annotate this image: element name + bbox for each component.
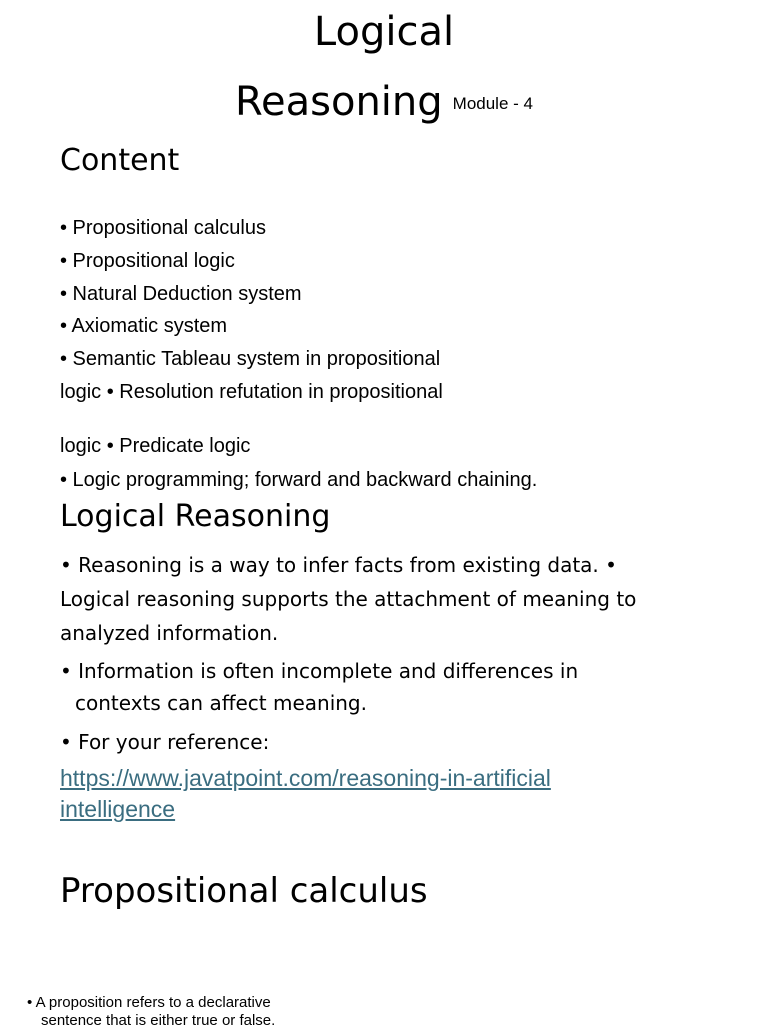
proposition-line-2: sentence that is either true or false. (41, 1012, 276, 1029)
content-item-semantic-tableau: • Semantic Tableau system in propositional (60, 348, 441, 370)
reference-link-line-2[interactable]: intelligence (60, 796, 176, 822)
reasoning-line-1: • Reasoning is a way to infer facts from existing data. • (60, 553, 617, 577)
content-item-logic-programming: • Logic programming; forward and backward chaining. (60, 469, 538, 491)
page-title-reasoning: Reasoning (235, 79, 443, 125)
page-title-text: Logical (313, 9, 455, 55)
content-item-natural-deduction: • Natural Deduction system (60, 283, 302, 305)
content-item-propositional-calculus: • Propositional calculus (60, 217, 266, 239)
content-item-resolution-refutation: logic • Resolution refutation in propositional (60, 381, 443, 403)
reasoning-line-2: Logical reasoning supports the attachment of meaning to (60, 587, 637, 611)
reasoning-line-5: contexts can affect meaning. (75, 691, 367, 715)
reasoning-line-6: • For your reference: (60, 730, 270, 754)
content-item-predicate-logic: logic • Predicate logic (60, 435, 251, 457)
content-item-axiomatic-system: • Axiomatic system (60, 315, 228, 337)
content-heading: Content (60, 143, 180, 178)
content-item-propositional-logic: • Propositional logic (60, 250, 235, 272)
reference-link-line-1[interactable]: https://www.javatpoint.com/reasoning-in-artificial (60, 765, 551, 791)
reasoning-line-3: analyzed information. (60, 621, 279, 645)
logical-reasoning-heading: Logical Reasoning (60, 499, 331, 534)
page-title-line2 (0, 78, 768, 134)
module-label: Module - 4 (452, 94, 533, 113)
reasoning-line-4: • Information is often incomplete and differences in (60, 659, 579, 683)
page-title-line1 (0, 8, 768, 56)
proposition-line-1: • A proposition refers to a declarative (27, 994, 271, 1011)
propositional-calculus-heading: Propositional calculus (60, 871, 428, 911)
